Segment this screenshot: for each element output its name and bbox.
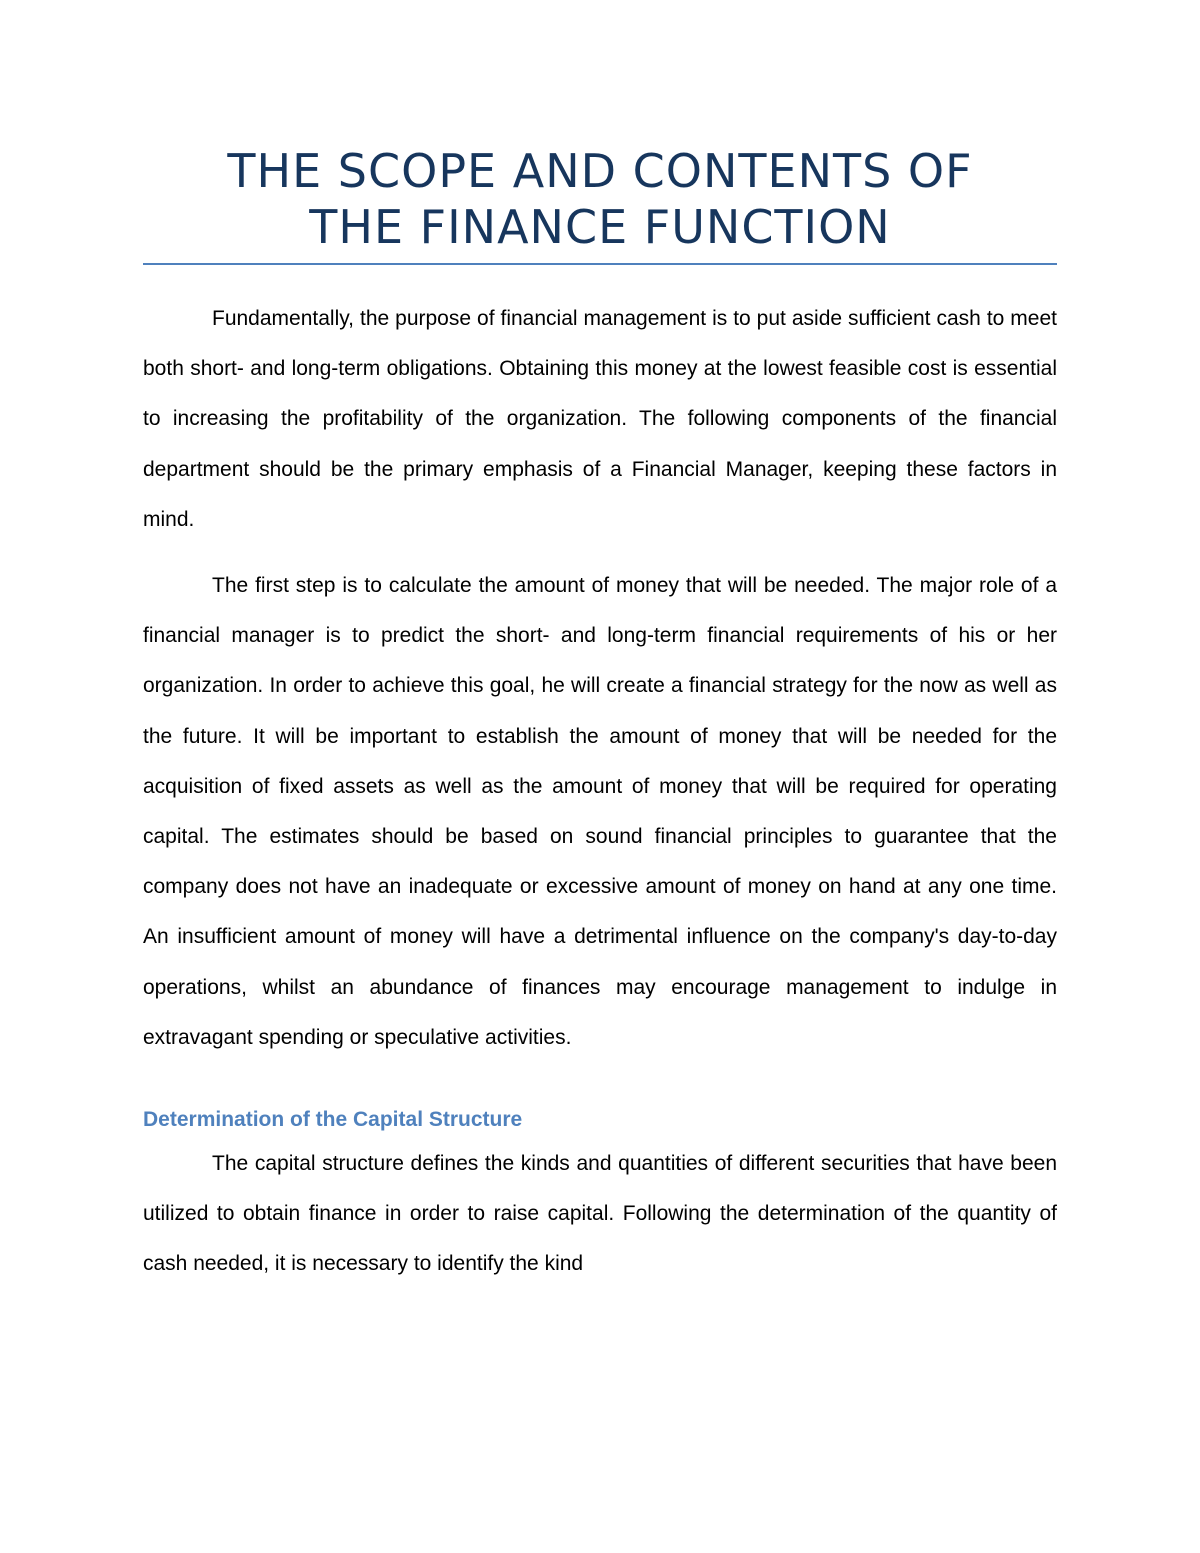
- document-title: [143, 143, 1057, 265]
- document-title-line-2: THE FINANCE FUNCTION: [309, 200, 891, 254]
- paragraph-intro: Fundamentally, the purpose of financial management is to put aside sufficient cash to meet both short- and long-term obligations. Obtaining this money at the lowest feasible cost is essential to increasing the profitability of the organization. The following components of the financial department should be the primary emphasis of a Financial Manager, keeping these factors in mind.: [143, 307, 1057, 531]
- document-body: [143, 143, 1057, 1290]
- paragraph-estimating-funds: The first step is to calculate the amount of money that will be needed. The major role of a financial manager is to predict the short- and long-term financial requirements of his or her organization. In order to achieve this goal, he will create a financial strategy for the now as well as the future. It will be important to establish the amount of money that will be needed for the acquisition of fixed assets as well as the amount of money that will be required for operating capital. The estimates should be based on sound financial principles to guarantee that the company does not have an inadequate or excessive amount of money on hand at any one time. An insufficient amount of money will have a detrimental influence on the company's day-to-day operations, whilst an abundance of finances may encourage management to indulge in extravagant spending or speculative activities.: [143, 574, 1057, 1049]
- document-title-line-1: THE SCOPE AND CONTENTS OF: [227, 144, 973, 198]
- paragraph-capital-structure: The capital structure defines the kinds and quantities of different securities that have been utilized to obtain finance in order to raise capital. Following the determination of the quantity of cash needed, it is necessary to identify the kind: [143, 1152, 1057, 1276]
- section-heading: Determination of the Capital Structure: [143, 1108, 523, 1132]
